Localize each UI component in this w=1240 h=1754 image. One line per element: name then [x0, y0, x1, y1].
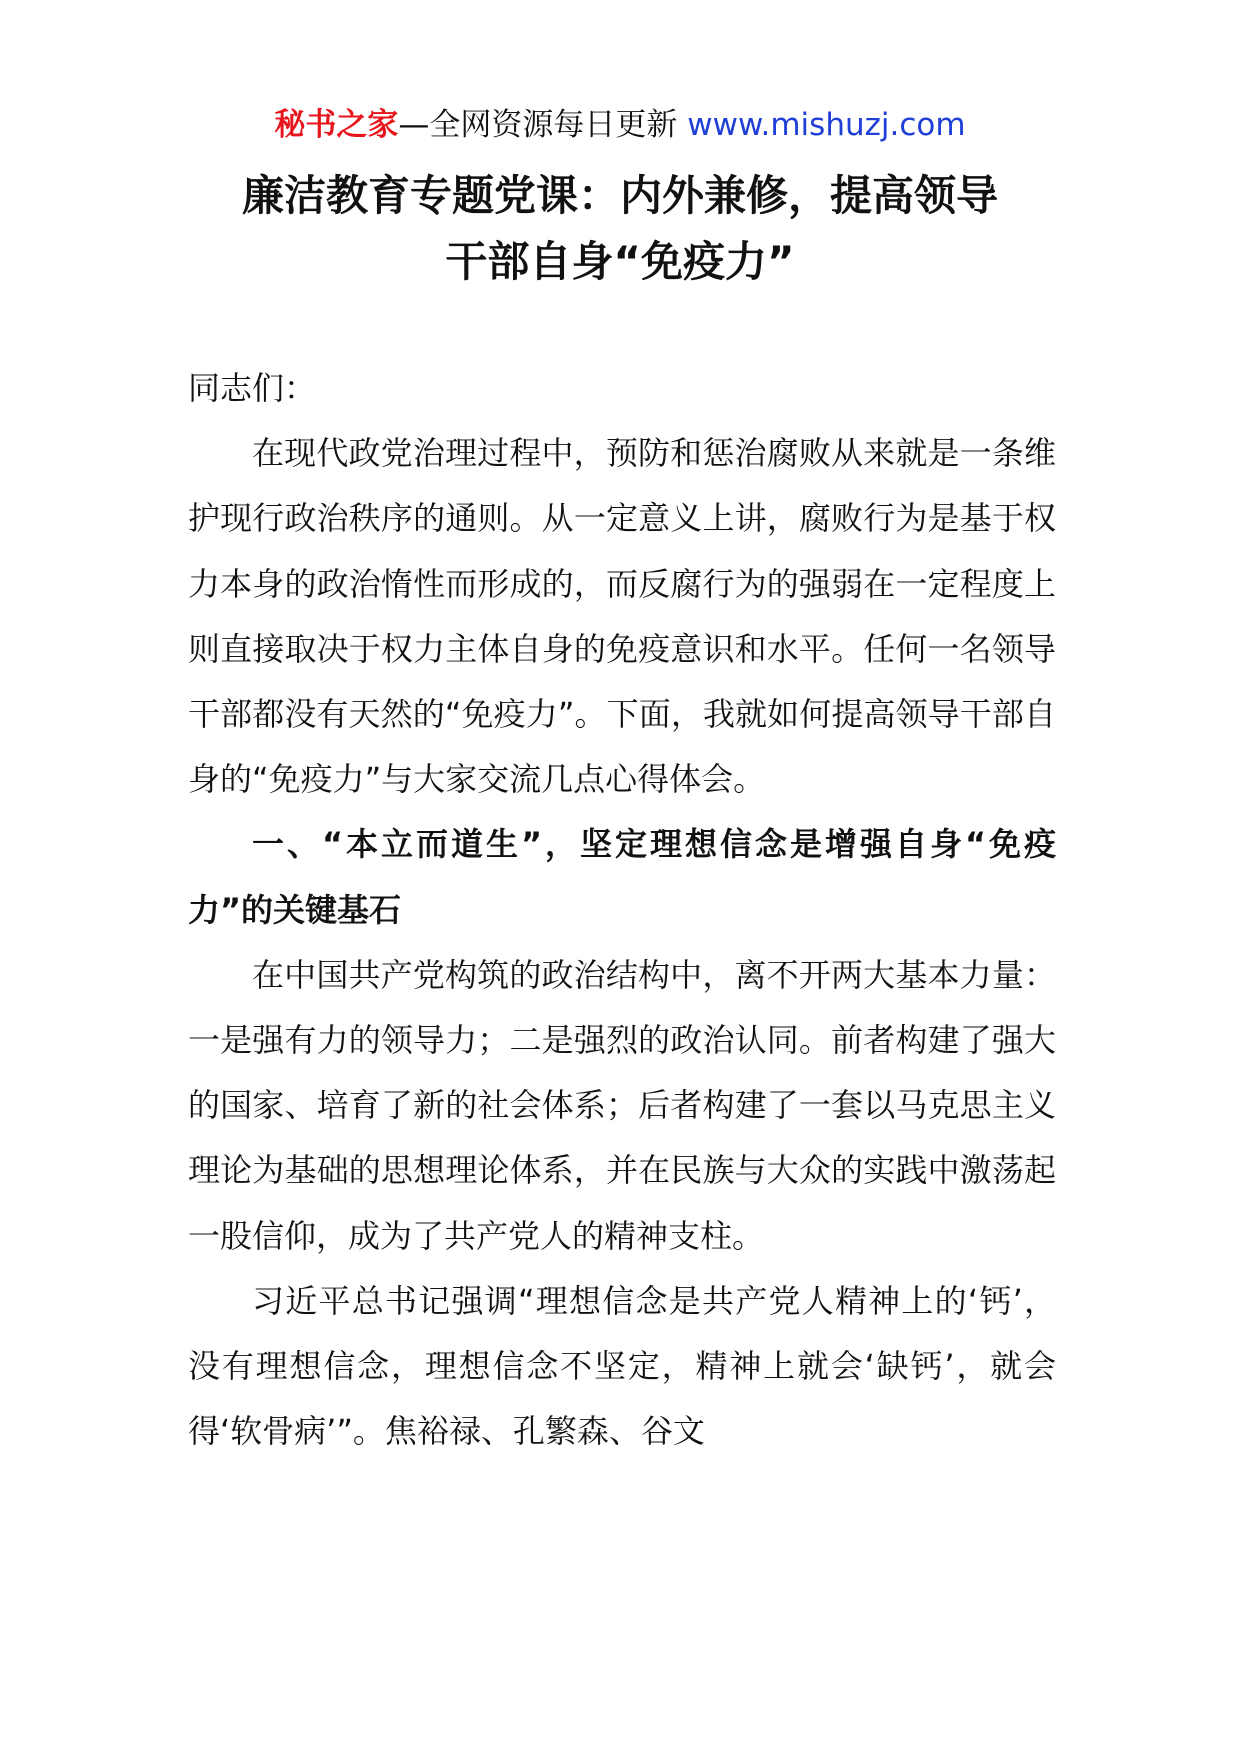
- site-slogan: —全网资源每日更新: [398, 107, 688, 143]
- site-name: 秘书之家: [274, 107, 399, 143]
- paragraph-ideals-quote: 习近平总书记强调“理想信念是共产党人精神上的‘钙’，没有理想信念，理想信念不坚定，精神上就会‘缺钙’，就会得‘软骨病’”。焦裕禄、孔繁森、谷文: [188, 1281, 1056, 1451]
- document-title: [150, 163, 1090, 295]
- section-heading-1: 一、“本立而道生”，坚定理想信念是增强自身“免疫力”的关键基石: [188, 825, 1056, 929]
- title-line-2: 干部自身“免疫力”: [445, 237, 795, 286]
- site-url-link[interactable]: www.mishuzj.com: [687, 107, 966, 143]
- paragraph-political-structure: 在中国共产党构筑的政治结构中，离不开两大基本力量：一是强有力的领导力；二是强烈的政治认同。前者构建了强大的国家、培育了新的社会体系；后者构建了一套以马克思主义理论为基础的思想理论体系，并在民族与大众的实践中激荡起一股信仰，成为了共产党人的精神支柱。: [188, 955, 1056, 1255]
- paragraph-intro: 在现代政党治理过程中，预防和惩治腐败从来就是一条维护现行政治秩序的通则。从一定意义上讲，腐败行为是基于权力本身的政治惰性而形成的，而反腐行为的强弱在一定程度上则直接取决于权力主体自身的免疫意识和水平。任何一名领导干部都没有天然的“免疫力”。下面，我就如何提高领导干部自身的“免疫力”与大家交流几点心得体会。: [188, 434, 1056, 799]
- greeting: 同志们：: [188, 369, 317, 407]
- title-line-1: 廉洁教育专题党课：内外兼修，提高领导: [241, 171, 998, 220]
- document-body: [188, 356, 1056, 1464]
- site-header: [0, 103, 1240, 147]
